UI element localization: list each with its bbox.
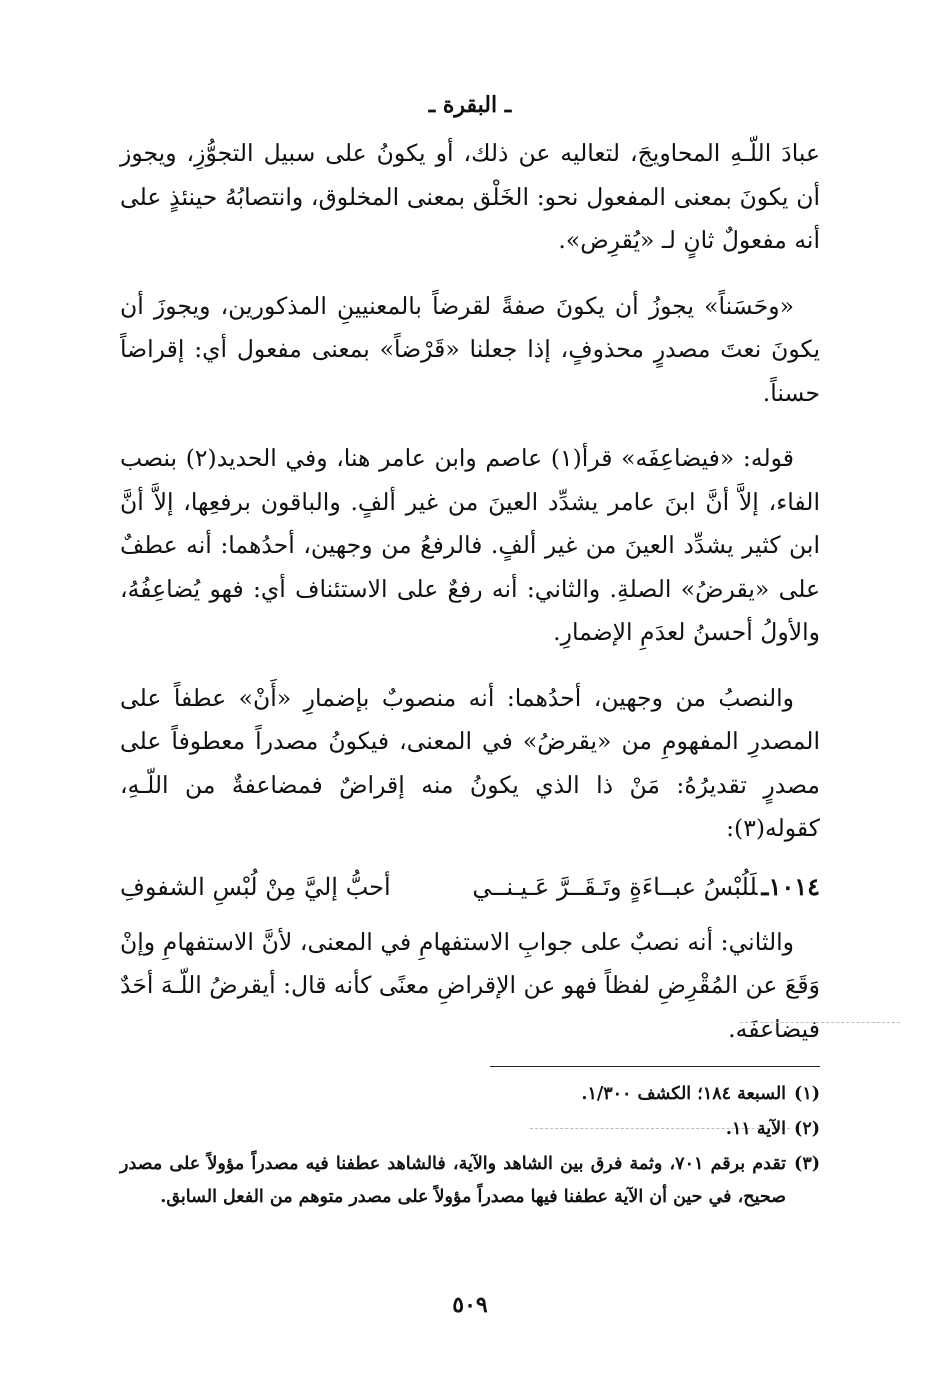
footnote-3 (120, 1148, 820, 1214)
footnote-separator (490, 1066, 820, 1067)
poetry-verse (120, 865, 820, 909)
verse-number: ١٠١٤ـ (761, 871, 820, 901)
paragraph-3: قوله: «فيضاعِفَه» قرأ(١) عاصم وابن عامر هنا، وفي الحديد(٢) بنصب الفاء، إلاَّ أنَّ ابنَ عامر يشدِّد العينَ من غير ألفٍ. والباقون برفعِها، إلاَّ أنَّ ابن كثير يشدِّد العينَ من غير ألفٍ. فالرفعُ من وجهين، أحدُهما: أنه عطفٌ على «يقرضُ» الصلةِ. والثاني: أنه رفعٌ على الاستئناف أي: فهو يُضاعِفُهُ، والأولُ أحسنُ لعدَمِ الإضمارِ. (120, 444, 820, 646)
footnote-mark: (٢) (794, 1119, 820, 1139)
scan-artifact-line (740, 1022, 900, 1023)
running-header: ـ البقرة ـ (428, 92, 512, 118)
page-number: ٥٠٩ (452, 1292, 488, 1318)
verse-second-hemistich: أحبُّ إليَّ مِنْ لُبْسِ الشفوفِ (120, 872, 391, 901)
verse-first-line (472, 865, 820, 909)
footnote-text: الآية ١١. (725, 1119, 787, 1139)
footnote-2 (120, 1113, 820, 1146)
paragraph-1: عبادَ اللّـهِ المحاويجَ، لتعاليه عن ذلك، أو يكونُ على سبيل التجوُّزِ، ويجوز أن يكونَ بمعنى المفعول نحو: الخَلْق بمعنى المخلوق، وانتصابُهُ حينئذٍ على أنه مفعولٌ ثانٍ لـ «يُقرِض». (120, 139, 820, 254)
footnotes (120, 1078, 820, 1216)
paragraph-5: والثاني: أنه نصبٌ على جوابِ الاستفهامِ في المعنى، لأنَّ الاستفهامِ وإنْ وَقَعَ عن المُقْرِضِ لفظاً فهو عن الإقراضِ معنًى كأنه قال: أيقرضُ اللّـهَ أحَدٌ فيضاعفَه. (119, 927, 820, 1043)
footnote-mark: (١) (794, 1084, 820, 1104)
main-text (120, 132, 820, 1073)
footnote-mark: (٣) (794, 1154, 820, 1174)
footnote-1 (120, 1078, 820, 1111)
footnote-text: تقدم برقم ٧٠١، وثمة فرق بين الشاهد والآية، فالشاهد عطفنا فيه مصدراً مؤولاً على مصدر صحيح، في حين أن الآية عطفنا فيها مصدراً مؤولاً على مصدر متوهم من الفعل السابق. (120, 1154, 787, 1207)
verse-first-hemistich: لَلُبْسُ عبــاءَةٍ وتَـقَــرَّ عَـيـنــي (472, 872, 758, 901)
footnote-text: السبعة ١٨٤؛ الكشف ١/٣٠٠. (581, 1084, 787, 1104)
paragraph-4: والنصبُ من وجهين، أحدُهما: أنه منصوبٌ بإضمارِ «أَنْ» عطفاً على المصدرِ المفهومِ من «يقرضُ» في المعنى، فيكونُ مصدراً معطوفاً على مصدرٍ تقديرُهُ: مَنْ ذا الذي يكونُ منه إقراضٌ فمضاعفةٌ من اللّـهِ، كقوله(٣): (120, 683, 820, 842)
paragraph-2: «وحَسَناً» يجوزُ أن يكونَ صفةً لقرضاً بالمعنيينِ المذكورين، ويجوزَ أن يكونَ نعتَ مصدرٍ محذوفٍ، إذا جعلنا «قَرْضاً» بمعنى مفعول أي: إقراضاً حسناً. (120, 291, 820, 407)
